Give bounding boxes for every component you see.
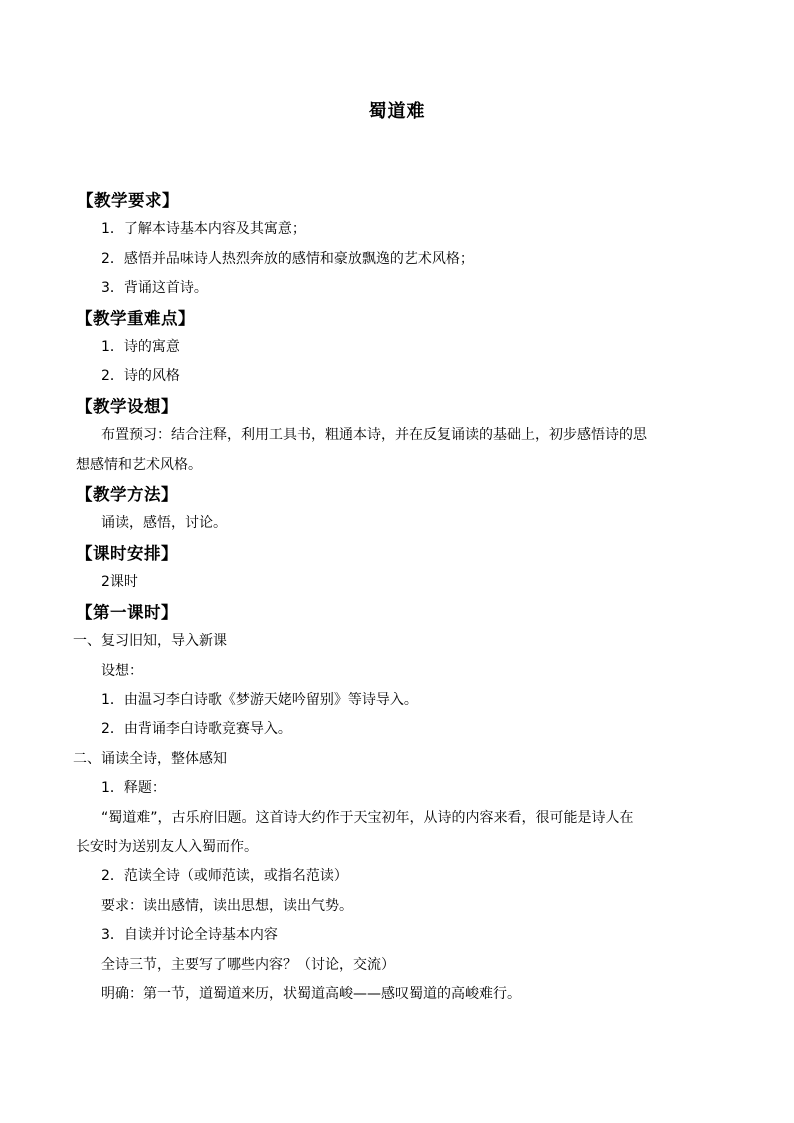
section-2-paragraph-line2: 长安时为送别友人入蜀而作。 — [76, 838, 258, 855]
section-2-item-3-question: 全诗三节，主要写了哪些内容？（讨论，交流） — [101, 956, 395, 973]
section-2-paragraph-line1: “蜀道难”，古乐府旧题。这首诗大约作于天宝初年，从诗的内容来看，很可能是诗人在 — [101, 809, 634, 826]
methods-text: 诵读，感悟，讨论。 — [101, 515, 227, 532]
section-2-title: 二、诵读全诗，整体感知 — [73, 750, 227, 767]
requirement-item: 1．了解本诗基本内容及其寓意； — [101, 221, 306, 238]
section-2-item-1: 1．释题： — [101, 780, 166, 797]
section-2-item-2: 2．范读全诗（或师范读，或指名范读） — [101, 868, 348, 885]
key-point-item: 2．诗的风格 — [101, 368, 180, 385]
section-1-item: 2．由背诵李白诗歌竞赛导入。 — [101, 721, 292, 738]
document-body — [73, 186, 726, 1009]
heading-schedule: 【课时安排】 — [76, 543, 178, 563]
concept-text-line1: 布置预习：结合注释，利用工具书，粗通本诗，并在反复诵读的基础上，初步感悟诗的思 — [101, 427, 647, 444]
section-2-item-3: 3．自读并讨论全诗基本内容 — [101, 927, 278, 944]
section-1-title: 一、复习旧知，导入新课 — [73, 633, 227, 650]
section-2-item-3-answer: 明确：第一节，道蜀道来历，状蜀道高峻——感叹蜀道的高峻难行。 — [101, 985, 521, 1002]
heading-key-points: 【教学重难点】 — [76, 308, 195, 328]
key-point-item: 1．诗的寓意 — [101, 339, 180, 356]
section-1-item: 1．由温习李白诗歌《梦游天姥吟留别》等诗导入。 — [101, 691, 418, 708]
requirement-item: 3．背诵这首诗。 — [101, 280, 208, 297]
heading-first-lesson: 【第一课时】 — [76, 602, 178, 622]
section-2-item-2-requirement: 要求：读出感情，读出思想，读出气势。 — [101, 897, 353, 914]
section-1-label: 设想： — [101, 662, 143, 679]
concept-text-line2: 想感情和艺术风格。 — [76, 456, 202, 473]
heading-methods: 【教学方法】 — [76, 485, 178, 505]
schedule-text: 2课时 — [101, 574, 138, 591]
requirement-item: 2．感悟并品味诗人热烈奔放的感情和豪放飘逸的艺术风格； — [101, 250, 474, 267]
heading-concept: 【教学设想】 — [76, 396, 178, 416]
heading-requirements: 【教学要求】 — [77, 191, 179, 210]
document-title: 蜀道难 — [368, 101, 426, 122]
